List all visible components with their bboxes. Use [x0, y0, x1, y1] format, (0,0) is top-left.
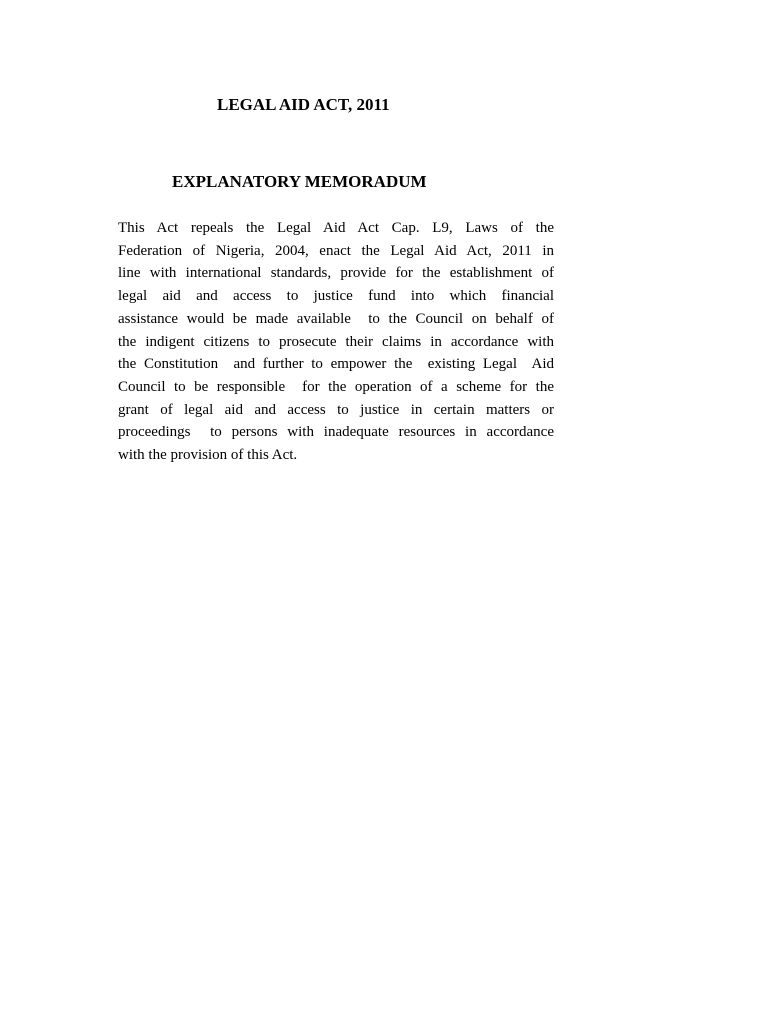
paragraph-line: legal aid and access to justice fund into which financial — [118, 288, 554, 305]
paragraph-line: line with international standards, provide for the establishment of — [118, 265, 554, 282]
paragraph-line: grant of legal aid and access to justice in certain matters or — [118, 401, 554, 418]
paragraph-line: proceedings to persons with inadequate resources in accordance — [118, 424, 554, 441]
paragraph-line: Federation of Nigeria, 2004, enact the Legal Aid Act, 2011 in — [118, 242, 554, 259]
paragraph-line: the indigent citizens to prosecute their claims in accordance with — [118, 333, 554, 350]
paragraph-line: Council to be responsible for the operation of a scheme for the — [118, 378, 554, 395]
document-title: LEGAL AID ACT, 2011 — [217, 95, 390, 114]
paragraph-line: with the provision of this Act. — [118, 447, 298, 464]
memorandum-heading: EXPLANATORY MEMORADUM — [172, 172, 427, 191]
paragraph-line: the Constitution and further to empower the existing Legal Aid — [118, 356, 554, 373]
paragraph-line: This Act repeals the Legal Aid Act Cap. L9, Laws of the — [118, 220, 554, 236]
paragraph-line: assistance would be made available to the Council on behalf of — [118, 310, 554, 327]
memorandum-paragraph — [118, 217, 554, 467]
